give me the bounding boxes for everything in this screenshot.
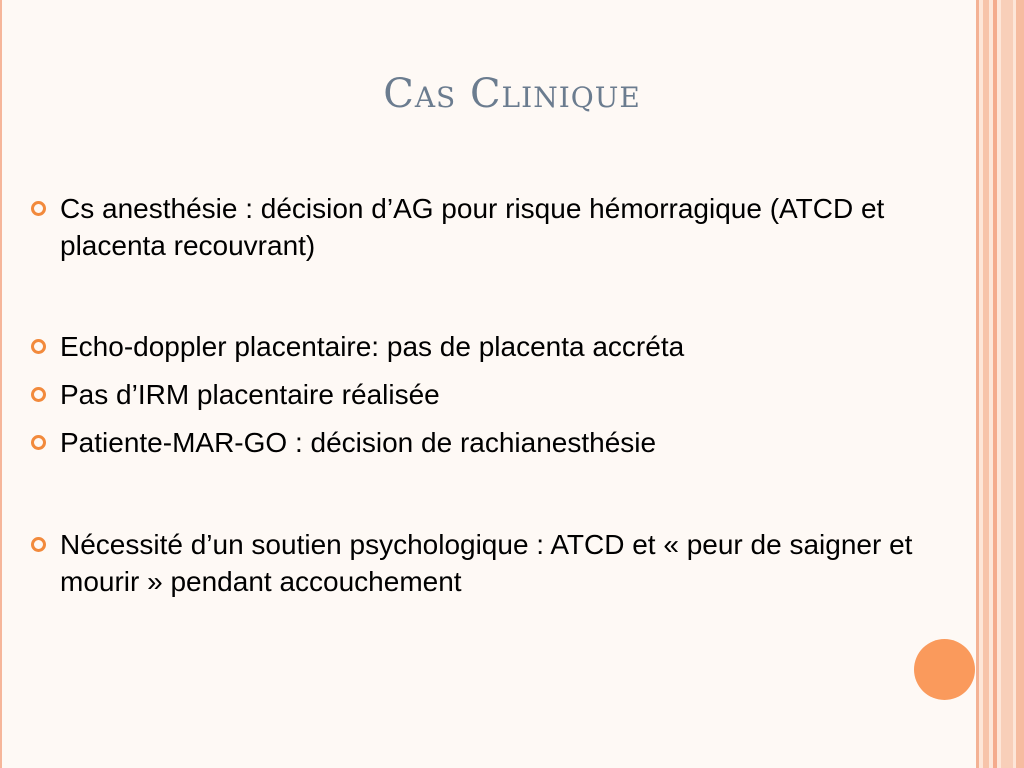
bullet-ring-icon <box>31 387 46 402</box>
bullet-text: Pas d’IRM placentaire réalisée <box>60 379 440 410</box>
decorative-circle <box>914 639 975 700</box>
right-border-stripe <box>1016 0 1024 768</box>
right-border-stripe <box>983 0 989 768</box>
bullet-item <box>31 424 951 461</box>
bullet-item <box>31 190 951 264</box>
bullet-item <box>31 376 951 413</box>
bullet-ring-icon <box>31 201 46 216</box>
bullet-text: Echo-doppler placentaire: pas de placenta accréta <box>60 331 685 362</box>
bullet-item <box>31 328 951 365</box>
slide-title: Cas Clinique <box>383 71 641 117</box>
right-border-stripe <box>976 0 979 768</box>
bullet-text: Nécessité d’un soutien psychologique : ATCD et « peur de saigner et mourir » pendant accouchement <box>60 529 913 597</box>
bullet-text: Patiente-MAR-GO : décision de rachianesthésie <box>60 427 657 458</box>
bullet-ring-icon <box>31 537 46 552</box>
bullet-ring-icon <box>31 435 46 450</box>
right-border-stripe <box>1001 0 1013 768</box>
bullet-text: Cs anesthésie : décision d’AG pour risque hémorragique (ATCD et placenta recouvrant) <box>60 193 885 261</box>
left-border-line <box>0 0 2 768</box>
bullet-item <box>31 526 951 600</box>
right-border-stripe <box>993 0 997 768</box>
bullet-ring-icon <box>31 339 46 354</box>
